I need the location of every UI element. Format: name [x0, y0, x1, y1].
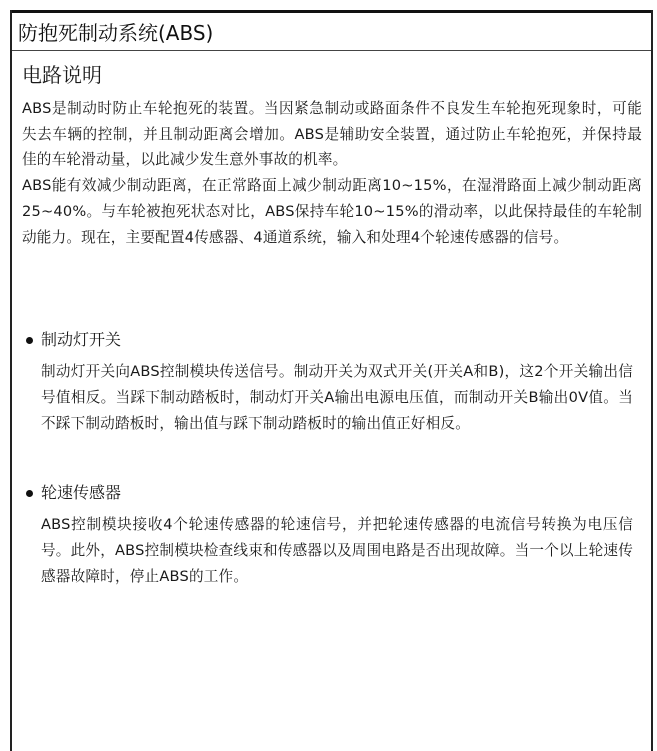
spacer [22, 250, 642, 327]
bullet-text: ABS控制模块接收4个轮速传感器的轮速信号，并把轮速传感器的电流信号转换为电压信号。此外，ABS控制模块检查线束和传感器以及周围电路是否出现故障。当一个以上轮速传感器故障时，停止ABS的工作。 [41, 516, 633, 585]
bullet-icon [26, 490, 33, 497]
page-title: 防抱死制动系统(ABS) [12, 13, 651, 51]
bullet-text: 制动灯开关向ABS控制模块传送信号。制动开关为双式开关(开关A和B)，这2个开关输出信号值相反。当踩下制动踏板时，制动灯开关A输出电源电压值，而制动开关B输出0V值。当不踩下制动踏板时，输出值与踩下制动踏板时的输出值正好相反。 [41, 363, 633, 432]
paragraph-intro: ABS是制动时防止车轮抱死的装置。当因紧急制动或路面条件不良发生车轮抱死现象时，可能失去车辆的控制，并且制动距离会增加。ABS是辅助安全装置，通过防止车轮抱死，并保持最佳的车轮滑动量，以此减少发生意外事故的机率。 [22, 100, 642, 169]
document-content [22, 60, 642, 589]
spacer [22, 436, 642, 480]
paragraph-performance: ABS能有效减少制动距离，在正常路面上减少制动距离10~15%，在湿滑路面上减少制动距离25~40%。与车轮被抱死状态对比，ABS保持车轮10~15%的滑动率，以此保持最佳的车轮制动能力。现在，主要配置4传感器、4通道系统，输入和处理4个轮速传感器的信号。 [22, 177, 642, 246]
bullet-heading [22, 480, 642, 506]
bullet-icon [26, 337, 33, 344]
bullet-heading [22, 327, 642, 353]
bullet-title: 制动灯开关 [41, 330, 122, 350]
section-heading: 电路说明 [22, 63, 102, 87]
bullet-brake-switch [22, 327, 642, 436]
bullet-title: 轮速传感器 [41, 483, 122, 503]
bullet-wheel-speed-sensor [22, 480, 642, 589]
